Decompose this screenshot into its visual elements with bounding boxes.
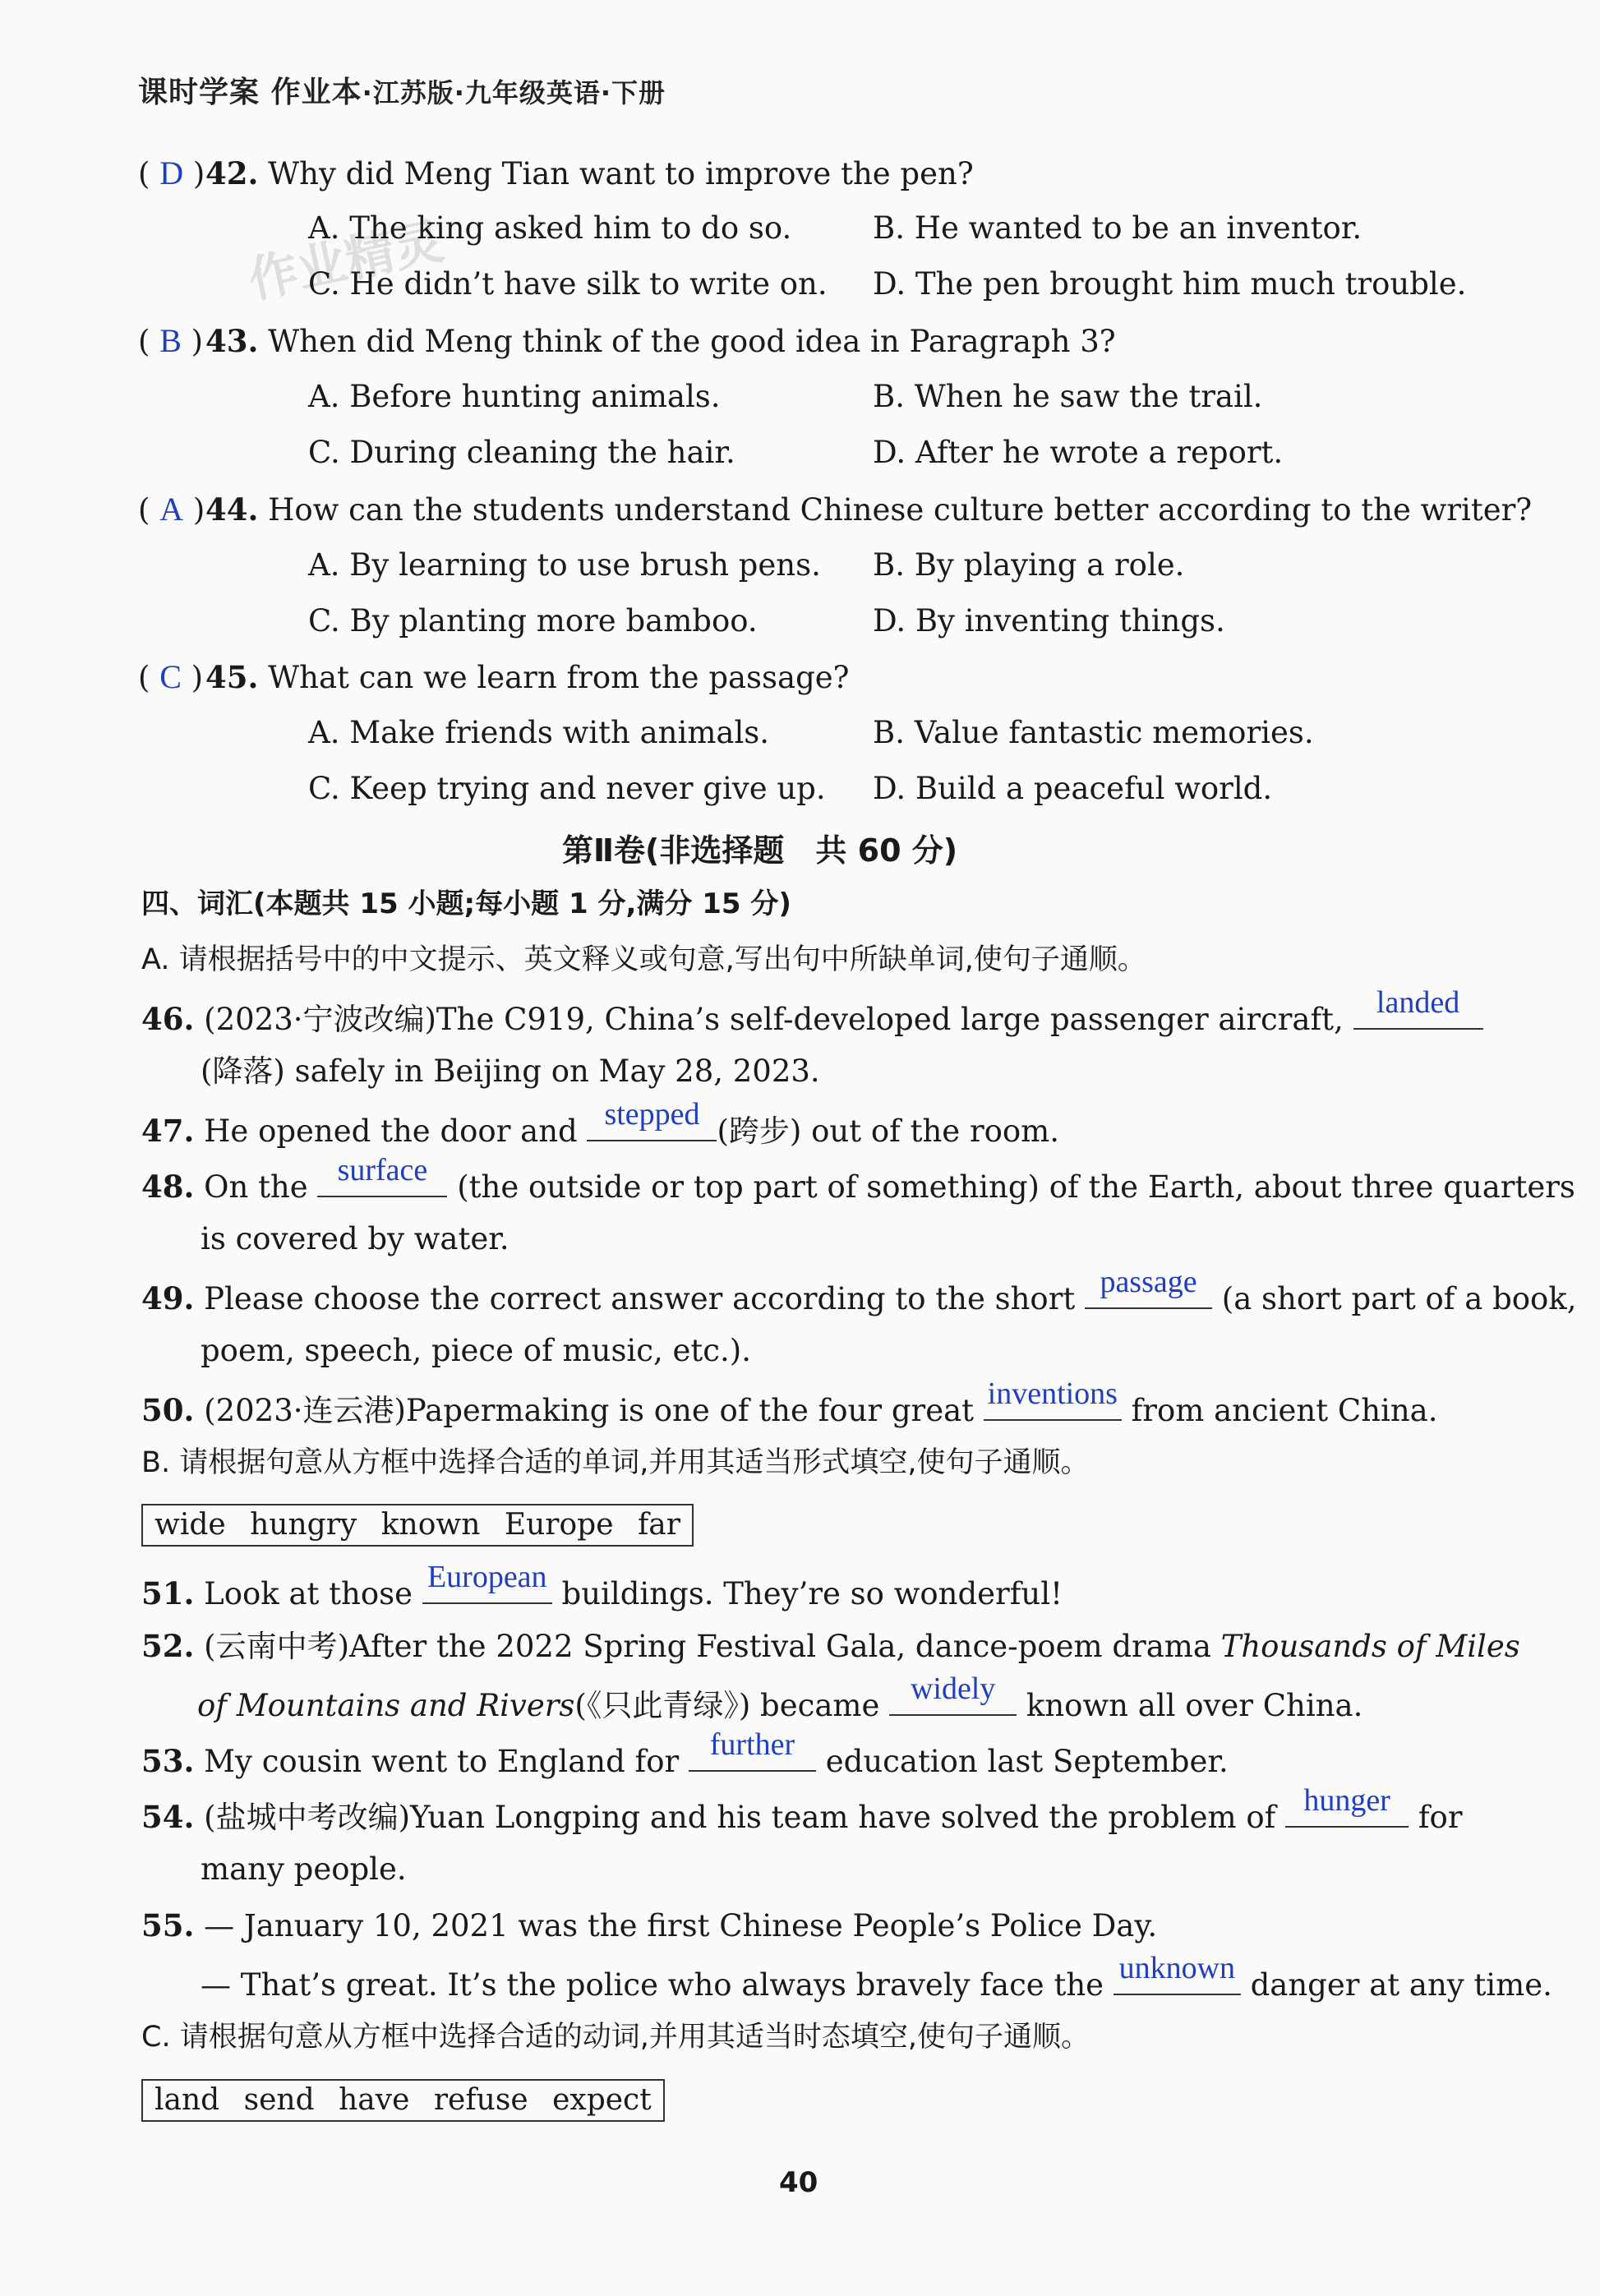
answer-paren: ( D ) bbox=[138, 154, 205, 191]
answer-paren: ( C ) bbox=[138, 658, 204, 695]
answer-blank[interactable]: passage bbox=[1085, 1275, 1212, 1309]
question-46-cont: (降落) safely in Beijing on May 28, 2023. bbox=[201, 1053, 820, 1089]
option-b: B. When he saw the trail. bbox=[873, 379, 1263, 414]
option-b: B. Value fantastic memories. bbox=[873, 715, 1314, 750]
question-48: 48. On the surface (the outside or top part of something) of the Earth, about three quarters bbox=[141, 1153, 1575, 1205]
option-d: D. The pen brought him much trouble. bbox=[873, 266, 1467, 302]
answer-blank[interactable]: further bbox=[689, 1737, 816, 1772]
book-subtitle: ·江苏版·九年级英语·下册 bbox=[362, 77, 666, 108]
question-54: 54. (盐城中考改编)Yuan Longping and his team have solved the problem of hunger for bbox=[141, 1783, 1463, 1835]
answer-blank[interactable]: landed bbox=[1353, 995, 1483, 1030]
question-44: ( A )44. How can the students understand Chinese culture better according to the writer? bbox=[138, 489, 1532, 531]
answer-blank[interactable]: surface bbox=[317, 1163, 447, 1197]
word-box-c: land send have refuse expect bbox=[141, 2079, 665, 2122]
answer-blank[interactable]: European bbox=[422, 1570, 552, 1604]
page-number: 40 bbox=[779, 2166, 818, 2199]
option-a: A. Make friends with animals. bbox=[308, 715, 770, 750]
question-43: ( B )43. When did Meng think of the good idea in Paragraph 3? bbox=[138, 320, 1116, 362]
option-d: D. After he wrote a report. bbox=[873, 435, 1284, 470]
option-a: A. Before hunting animals. bbox=[308, 379, 721, 414]
option-c: C. He didn’t have silk to write on. bbox=[308, 266, 828, 302]
question-42: ( D )42. Why did Meng Tian want to improve the pen? bbox=[138, 153, 974, 195]
option-c: C. Keep trying and never give up. bbox=[308, 771, 826, 806]
option-c: C. During cleaning the hair. bbox=[308, 435, 735, 470]
question-51: 51. Look at those European buildings. They’re so wonderful! bbox=[141, 1560, 1063, 1611]
option-d: D. By inventing things. bbox=[873, 603, 1225, 639]
option-a: A. By learning to use brush pens. bbox=[308, 547, 821, 583]
answer-blank[interactable]: unknown bbox=[1114, 1961, 1241, 1995]
answer-blank[interactable]: widely bbox=[889, 1681, 1017, 1716]
answer-paren: ( B ) bbox=[138, 322, 204, 359]
section-4-heading: 四、词汇(本题共 15 小题;每小题 1 分,满分 15 分) bbox=[141, 888, 791, 920]
answer-blank[interactable]: inventions bbox=[984, 1386, 1122, 1421]
option-b: B. He wanted to be an inventor. bbox=[873, 210, 1363, 246]
question-54-cont: many people. bbox=[201, 1851, 407, 1887]
page-header bbox=[138, 69, 666, 111]
question-55-cont: — That’s great. It’s the police who always bravely face the unknown danger at any time. bbox=[201, 1951, 1552, 2003]
question-46: 46. (2023·宁波改编)The C919, China’s self-developed large passenger aircraft, landed bbox=[141, 995, 1483, 1040]
question-55: 55. — January 10, 2021 was the first Chinese People’s Police Day. bbox=[141, 1907, 1158, 1943]
watermark: 作业精灵 bbox=[243, 212, 449, 311]
word-box-b: wide hungry known Europe far bbox=[141, 1504, 694, 1547]
question-52: 52. (云南中考)After the 2022 Spring Festival Gala, dance-poem drama Thousands of Miles bbox=[141, 1628, 1520, 1664]
question-52-cont: of Mountains and Rivers(《只此青绿》) became widely known all over China. bbox=[197, 1671, 1363, 1723]
question-49: 49. Please choose the correct answer according to the short passage (a short part of a book, bbox=[141, 1265, 1577, 1316]
part-2-title: 第Ⅱ卷(非选择题 共 60 分) bbox=[562, 832, 958, 869]
answer-paren: ( A ) bbox=[138, 491, 205, 528]
question-48-cont: is covered by water. bbox=[201, 1221, 510, 1256]
option-c: C. By planting more bamboo. bbox=[308, 603, 758, 639]
section-b-instructions: B. 请根据句意从方框中选择合适的单词,并用其适当形式填空,使句子通顺。 bbox=[141, 1446, 1090, 1479]
section-c-instructions: C. 请根据句意从方框中选择合适的动词,并用其适当时态填空,使句子通顺。 bbox=[141, 2021, 1090, 2054]
question-53: 53. My cousin went to England for further education last September. bbox=[141, 1727, 1229, 1779]
question-50: 50. (2023·连云港)Papermaking is one of the four great inventions from ancient China. bbox=[141, 1376, 1438, 1428]
answer-blank[interactable]: hunger bbox=[1285, 1793, 1409, 1828]
section-a-instructions: A. 请根据括号中的中文提示、英文释义或句意,写出句中所缺单词,使句子通顺。 bbox=[141, 943, 1146, 976]
option-b: B. By playing a role. bbox=[873, 547, 1185, 583]
answer-blank[interactable]: stepped bbox=[587, 1107, 717, 1141]
option-d: D. Build a peaceful world. bbox=[873, 771, 1273, 806]
question-49-cont: poem, speech, piece of music, etc.). bbox=[201, 1333, 751, 1368]
question-47: 47. He opened the door and stepped (跨步) out of the room. bbox=[141, 1097, 1060, 1149]
question-45: ( C )45. What can we learn from the passage? bbox=[138, 657, 850, 698]
option-a: A. The king asked him to do so. bbox=[308, 210, 792, 246]
book-title: 作业本 bbox=[270, 76, 362, 109]
brand-title: 课时学案 bbox=[138, 76, 261, 109]
